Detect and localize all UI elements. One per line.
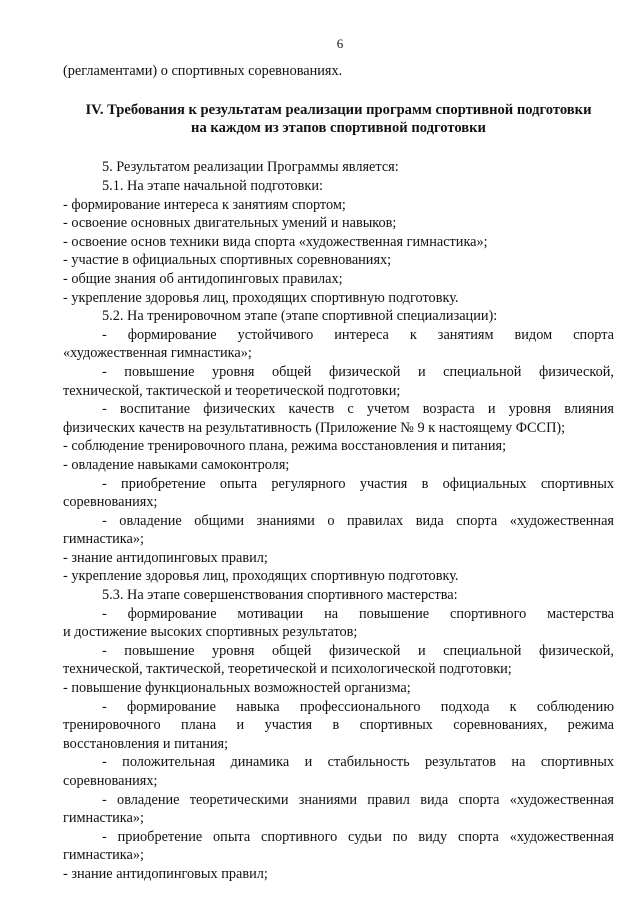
page-number: 6 (336, 36, 344, 51)
section-heading-line-2: на каждом из этапов спортивной подготовки (191, 120, 486, 136)
text-line: 5. Результатом реализации Программы является: (102, 159, 399, 176)
list-item (63, 679, 614, 698)
text-line: - приобретение опыта спортивного судьи по виду спорта «художественная (102, 828, 614, 845)
text-line: - овладение теоретическими знаниями правил вида спорта «художественная (102, 791, 614, 808)
list-item (63, 214, 614, 233)
list-item (63, 512, 614, 549)
list-item (63, 549, 614, 568)
list-item (63, 567, 614, 586)
text-line: гимнастика»; (63, 810, 144, 827)
text-line: 5.1. На этапе начальной подготовки: (102, 178, 323, 194)
text-line: - приобретение опыта регулярного участия в официальных спортивных (102, 475, 614, 492)
list-item (63, 791, 614, 828)
text-line: - знание антидопинговых правил; (63, 549, 268, 566)
list-item (63, 363, 614, 400)
list-item (63, 196, 614, 215)
text-line: - формирование устойчивого интереса к занятиям видом спорта (102, 326, 614, 343)
lead-line: (регламентами) о спортивных соревнованиях. (63, 63, 343, 79)
text-line: и достижение высоких спортивных результатов; (63, 624, 358, 641)
text-line: - повышение уровня общей физической и специальной физической, (102, 642, 614, 659)
list-item (63, 475, 614, 512)
text-line: технической, тактической и теоретической подготовки; (63, 382, 401, 399)
text-line: - повышение уровня общей физической и специальной физической, (102, 363, 614, 380)
list-item (63, 158, 614, 177)
list-item (63, 605, 614, 642)
text-line: тренировочного плана и участия в спортивных соревнованиях, режима (63, 717, 614, 734)
text-line: 5.2. На тренировочном этапе (этапе спортивной специализации): (102, 308, 498, 325)
text-line: гимнастика»; (63, 531, 144, 548)
text-line: соревнованиях; (63, 773, 158, 789)
list-item (63, 400, 614, 437)
text-line: восстановления и питания; (63, 735, 229, 752)
list-item (63, 177, 614, 196)
text-line: - повышение функциональных возможностей организма; (63, 680, 411, 697)
list-item (63, 437, 614, 456)
list-item (63, 698, 614, 754)
text-line: соревнованиях; (63, 494, 158, 511)
text-line: - формирование интереса к занятиям спортом; (63, 196, 346, 213)
text-line: - общие знания об антидопинговых правилах; (63, 270, 343, 287)
text-line: - соблюдение тренировочного плана, режима восстановления и питания; (63, 438, 507, 455)
list-item (63, 753, 614, 790)
text-line: технической, тактической, теоретической и психологической подготовки; (63, 661, 512, 678)
list-item (63, 326, 614, 363)
text-line: - освоение основ техники вида спорта «художественная гимнастика»; (63, 233, 488, 250)
text-line: - формирование мотивации на повышение спортивного мастерства (102, 605, 614, 622)
text-line: - овладение общими знаниями о правилах вида спорта «художественная (102, 512, 614, 529)
text-line: «художественная гимнастика»; (63, 345, 252, 362)
paragraph-list (63, 158, 614, 883)
text-line: 5.3. На этапе совершенствования спортивного мастерства: (102, 587, 458, 604)
list-item (63, 642, 614, 679)
document-body (63, 62, 614, 884)
list-item (63, 865, 614, 884)
list-item (63, 289, 614, 308)
list-item (63, 456, 614, 475)
list-item (63, 251, 614, 270)
list-item (63, 307, 614, 326)
text-line: гимнастика»; (63, 847, 144, 864)
text-line: - знание антидопинговых правил; (63, 865, 268, 882)
text-line: физических качеств на результативность (Приложение № 9 к настоящему ФССП); (63, 419, 566, 436)
list-item (63, 586, 614, 605)
text-line: - овладение навыками самоконтроля; (63, 456, 290, 473)
list-item (63, 270, 614, 289)
list-item (63, 233, 614, 252)
section-heading-line-1: IV. Требования к результатам реализации программ спортивной подготовки (85, 101, 592, 118)
text-line: - освоение основных двигательных умений и навыков; (63, 215, 397, 232)
text-line: - положительная динамика и стабильность результатов на спортивных (102, 754, 614, 771)
section-heading (63, 101, 614, 138)
text-line: - укрепление здоровья лиц, проходящих спортивную подготовку. (63, 289, 459, 306)
text-line: - укрепление здоровья лиц, проходящих спортивную подготовку. (63, 568, 459, 585)
list-item (63, 828, 614, 865)
text-line: - формирование навыка профессионального подхода к соблюдению (102, 698, 614, 715)
text-line: - участие в официальных спортивных соревнованиях; (63, 252, 392, 269)
text-line: - воспитание физических качеств с учетом возраста и уровня влияния (102, 401, 614, 418)
